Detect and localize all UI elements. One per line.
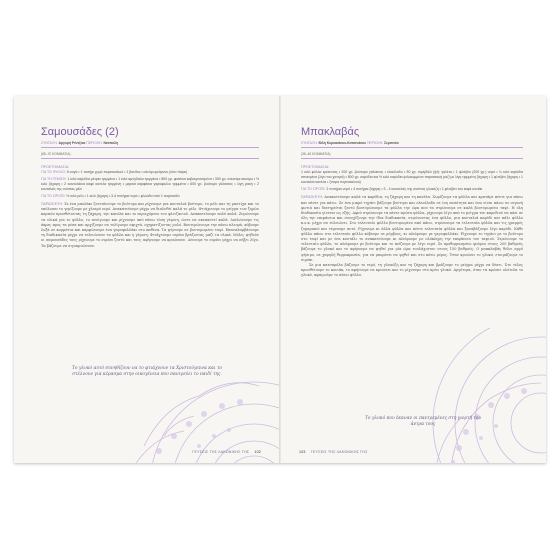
method-label: ΠΑΡΑΣΚΕΥΗ: — [41, 202, 63, 207]
ingredient-group-text: ½ κιλό μέλι • 1 κιλό ζάχαρη • 3-4 ποτήρια νερό • φλούδα από 1 πορτοκάλι — [66, 193, 180, 198]
book-title-footer: ΓΕΥΣΕΙΣ ΤΗΣ ΛΑΚΩΝΙΚΗΣ ΓΗΣ — [310, 450, 368, 454]
method-body: Ανακατεύουμε καλά τα καρύδια, τη ζάχαρη και τη κανέλα. Χωρίζουμε τα φύλλα και κρατάμε πέντε για πάνω και πέντε για κάτω. Σε ένα μικρό τηγάνι βάζουμε βούτυρο και ελαιόλαδο σε ίση ποσότητα και όσο είναι πάνω σε σιγανή φωτιά και διατηρείται ζεστό βουτυρώνουμε τα φύλλα την ώρα που τα στρώνουμε σε καλά βουτυρωμένο ταψί. Η όλη διαδικασία γίνεται ως εξής: Αφού στρώσουμε τα πέντε πρώτα φύλλα, ρίχνουμε λίγο από το μείγμα του καρυδιού να πάει σε όλη την επιφάνεια και συνεχίζουμε την ίδια διαδικασία, στρώνοντας ένα φύλλο, μια κουταλιά καρύδι και πάλι φύλλο κ.ο.κ. μέχρι να τελειώσει. Στο τελευταίο φύλλο βουτυρωμένο από πάνω, στρώνουμε τα τελευταία φύλλα και τις γραμμές ζυμαρικού και τέμνουμε αυτό. Ρίχνουμε κι άλλα φύλλα και πέντε τελευταία φύλλα και ξαναβάζουμε λίγο καρύδι. Κάθε φύλλο πάνω στο τελευταίο φύλλο κόβουμε σε ρόμβους, κι αλείφουμε με γαρυφαλλάκι. Ρίχνουμε το τηγάνι με το βούτυρο στο ταψί και με ένα κουτάλι το ανακατεύουμε κι αλείφουμε με ολόκληρη την επιφάνεια του ταψιού. Στρώνουμε το τελευταίο φύλλο, το αλείφουμε με βούτυρο και το πιέζουμε με λίγο νερό. Σε προθερμασμένο φούρνο στους 200 βαθμούς βάζουμε το γλυκό και το αφήνουμε να ψηθεί για μία ώρα τουλάχιστον στους 150 βαθμούς. Ο μπακλαβάς θέλει αργό ψήσιμο, σε χαμηλή θερμοκρασία, για να μπορέσει να ψηθεί και στο κάτω μέρος. Όταν κρυώσει το γλυκό, ετοιμάζουμε το σιρόπι. — [301, 195, 523, 262]
right-page — [281, 96, 546, 463]
region-label: ΠΕΡΙΟΧΗ: — [366, 141, 384, 145]
ingredient-group-label: ΓΙΑ ΤΟ ΣΙΡΟΠΙ: — [301, 187, 326, 192]
recipe-credits — [301, 141, 523, 148]
author-name: Βιλη Κυριακάκου-Κατσινάκου — [318, 141, 367, 145]
ingredient-group-text: 1 κιλό φύλλα κρούστας • 200 γρ. βούτυρο γάλακτος • ελαιόλαδο • 50 γρ. σιμιγδάλι (ή/ή: γαλέτα • 1 φλιτζάνι (200 γρ.) νερό • ¼ κιλό καρύδια σπασμένα (λίγο πιο χοντρά) • 800 γρ. καρύδια και ½ κιλό καρύδια ψιλοκομμένα παρασκευή μαζί με λίγη τριμμένη ζάχαρη • 1 φλιτζάνι ζάχαρη • 1 κουταλιά κανέλα • ξύσμα πορτοκαλιού) — [301, 170, 523, 185]
author-label: ΣΥΝΤΑΞΗ: — [301, 141, 318, 145]
region-name: Νεάπολη — [103, 141, 119, 145]
pull-quote: Το γλυκό που έκαναν οι παντρεμένες στη γιορτή του άντρα τους — [365, 416, 481, 428]
ingredient-group-text: 5 αυγά • 1 ποτήρι χυμό πορτοκαλιού • 1 βανίλια • αλεύρι φούρνου (όσο πάρει) — [66, 170, 188, 174]
ingredient-group — [41, 177, 259, 193]
recipe-credits — [41, 141, 259, 148]
ingredient-group — [301, 170, 523, 186]
method-label: ΠΑΡΑΣΚΕΥΗ: — [301, 195, 323, 200]
portions-info: (35–40 ΚΟΜΜΑΤΙΑ) — [301, 152, 523, 159]
lace-doily-ornament — [104, 336, 279, 463]
method-text — [41, 202, 259, 249]
page-number: 102 — [254, 450, 261, 454]
pull-quote: Το γλυκό αυτό συνηθίζουν να το φτιάχνουν τα Χριστούγεννα και το στέλνουν για κέρασμα στην οικογένεια που παντρεύει το παιδί της. — [72, 366, 222, 378]
method-body: Σε ένα μπολάκι ζεσταίνουμε το βούτυρο και ρίχνουμε μια κουταλιά βούτυρο, το μέλι και τη μαστίχα και το υπόλοιπο το γεμίζουμε με χλιαρό νερό. Ανακατεύουμε μέχρι να διαλυθεί καλά το μέλι. Φτιάχνουμε το μείγμα των ξηρών καρπών προσθέτοντας τη ζάχαρη, την κανέλα και το περιεχόμενο του φλιτζανιού. Ανακατεύουμε πολύ καλά. Ζυμώνουμε τα υλικά για το φύλλο, το ανοίγουμε και ρίχνουμε από πάνω τόση γέμιση, ώστε να σκεπαστεί καλά. Διπλώνουμε τις άκρες προς τα μέσα και αρχίζουμε να τυλίγουμε σφιχτά, σχηματίζοντας ρολό. Βουτυρώνουμε την πάνω πλευρά, κόβουμε λοξά σε κομμάτια και καρφώνουμε ένα γαρυφαλλάκι στο καθένα. Τα ψήνουμε σε βουτυρωμένο ταψί. Επαναλαμβάνουμε τη διαδικασία μέχρι να τελειώσουν τα φύλλα και η γέμιση. Φτιάχνουμε σιρόπι βράζοντας μαζί τα υλικά. Μόλις ψηθούν οι σαμουσάδες τους ρίχνουμε το σιρόπι ζεστό και τους αφήνουμε να κρυώσουν. Δένουμε το σιρόπι μέχρι να πήξει λίγο. Τα βάζουμε να σιγοκρυώσουν. — [41, 202, 259, 248]
region-label: ΠΕΡΙΟΧΗ: — [86, 141, 103, 145]
book-title-footer: ΓΕΥΣΕΙΣ ΤΗΣ ΛΑΚΩΝΙΚΗΣ ΓΗΣ — [192, 450, 250, 454]
region-name: Σερσινέα — [384, 141, 399, 145]
portions-info: (65–70 ΚΟΜΜΑΤΙΑ) — [41, 152, 259, 159]
recipe-title: Μπακλαβάς — [301, 126, 360, 138]
author-label: ΣΥΝΤΑΞΗ: — [41, 141, 58, 145]
ingredient-group-text: 1 κιλό καρύδια μέτρια τριμμένα • 1 κιλό αμύγδαλα τριμμένα • 800 γρ. φιστίκια καβουρντισμένα • 300 γρ. σουσάμι ακούρο • ½ κιλό ζάχαρη • 2 κουταλάκια καφέ κανέλα τριμμένη • μερικά καρφάκια γαρύφαλλο τριμμένα • 600 γρ. βούτυρο γάλακτος • λίγη ρακή • 2 κουταλιές της σούπας μέλι — [41, 176, 260, 192]
ingredient-group — [301, 187, 523, 192]
ingredient-group-label: ΓΙΑ ΤΟ ΦΥΛΛΟ: — [41, 170, 66, 174]
method-text — [301, 195, 523, 263]
method-text-continued: Σε μια κατσαρόλα βάζουμε το νερό, τη γλυκόζη και τη ζάχαρη και βράζουμε το μείγμα μέχρι να δέσει. Στο τέλος προσθέτουμε το κονιάκ, το αφήνουμε να κρυώσει και το ρίχνουμε στο κρύο γλυκό. Αργότερα, όταν τα κρώσει ολότελα το γλυκό, αφαιρούμε το πάνω φύλλο. — [301, 262, 523, 278]
author-name: Αργυρή Ρέντζικα — [58, 141, 86, 145]
ingredient-group-label: ΓΙΑ ΤΗ ΓΕΜΙΣΗ: — [41, 176, 67, 181]
page-footer — [299, 450, 368, 454]
ingredient-group — [41, 194, 259, 199]
page-footer — [192, 450, 261, 454]
page-number: 103 — [299, 450, 306, 454]
prep-heading: ΠΡΟΕΤΟΙΜΑΣΙΑ: — [41, 165, 70, 169]
ingredient-group — [41, 170, 259, 175]
lace-doily-ornament — [341, 328, 546, 463]
left-page — [14, 96, 279, 463]
ingredient-group-text: 2 ποτήρια νερό • 4 ποτήρια ζάχαρη • 3 - 4 κουταλιές της σούπας γλυκόζη • 1 φλιτζάνι του καφέ κονιάκ — [326, 187, 483, 192]
ingredient-group-label: ΓΙΑ ΤΟ ΣΙΡΟΠΙ: — [41, 193, 66, 198]
book-spread — [14, 96, 546, 463]
prep-heading: ΠΡΟΕΤΟΙΜΑΣΙΑ: — [301, 165, 330, 169]
recipe-title: Σαμουσάδες (2) — [41, 126, 119, 138]
